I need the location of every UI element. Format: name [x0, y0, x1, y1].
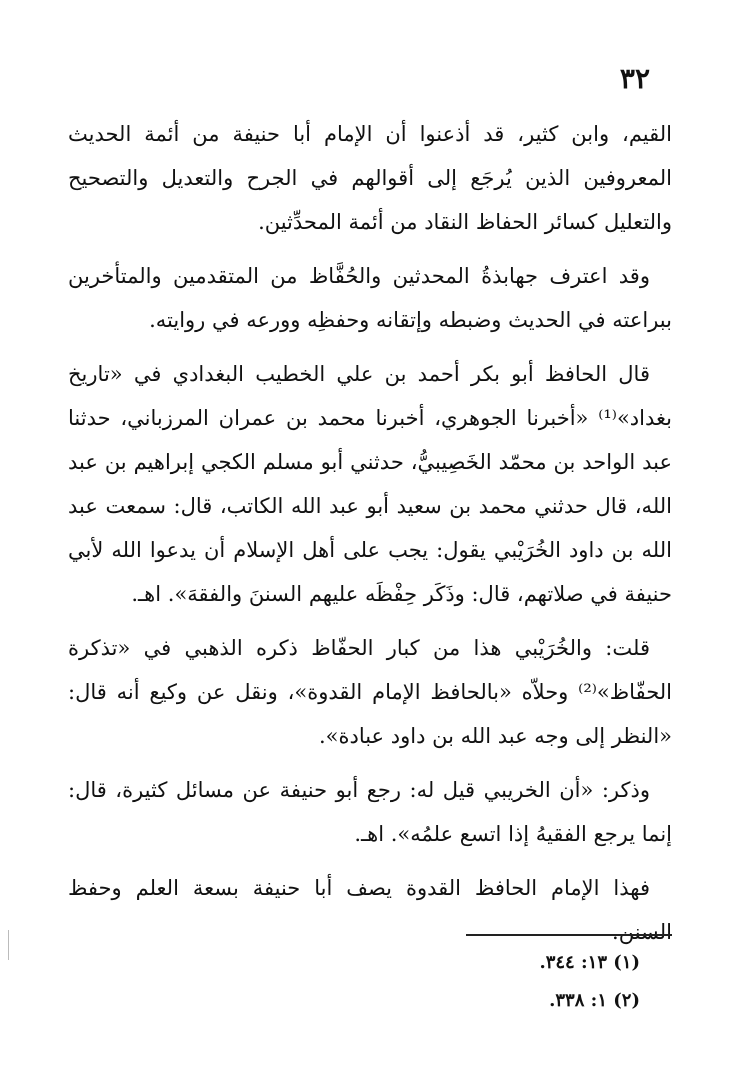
paragraph-6: فهذا الإمام الحافظ القدوة يصف أبا حنيفة بسعة العلم وحفظ السنن. [68, 876, 672, 944]
page-number: ٣٢ [619, 62, 650, 95]
main-text [68, 112, 672, 964]
footnote-2: (٢) ١: ٣٣٨. [549, 990, 640, 1011]
paragraph-1: القيم، وابن كثير، قد أذعنوا أن الإمام أبا حنيفة من أئمة الحديث المعروفين الذين يُرجَع إلى أقوالهم في الجرح والتعديل والتصحيح والتعليل كسائر الحفاظ النقاد من أئمة المحدِّثين. [68, 122, 672, 234]
paragraph-3: قال الحافظ أبو بكر أحمد بن علي الخطيب البغدادي في «تاريخ بغداد»⁽¹⁾ «أخبرنا الجوهري، أخبرنا محمد بن عمران المرزباني، حدثنا عبد الواحد بن محمّد الخَصِيبيُّ، حدثني أبو مسلم الكجي إبراهيم بن عبد الله، قال حدثني محمد بن سعيد أبو عبد الله الكاتب، قال: سمعت عبد الله بن داود الخُرَيْبي يقول: يجب على أهل الإسلام أن يدعوا الله لأبي حنيفة في صلاتهم، قال: وذَكَر حِفْظَه عليهم السننَ والفقهَ». اهـ. [68, 362, 672, 606]
paragraph-5: وذكر: «أن الخريبي قيل له: رجع أبو حنيفة عن مسائل كثيرة، قال: إنما يرجع الفقيهُ إذا اتسع علمُه». اهـ. [68, 778, 672, 846]
paragraph-2: وقد اعترف جهابذةُ المحدثين والحُفَّاظ من المتقدمين والمتأخرين ببراعته في الحديث وضبطه وإتقانه وحفظِه وورعه في روايته. [68, 264, 672, 332]
footnote-1: (١) ١٣: ٣٤٤. [539, 952, 640, 973]
paragraph-4: قلت: والخُرَيْبي هذا من كبار الحفّاظ ذكره الذهبي في «تذكرة الحفّاظ»⁽²⁾ وحلاّه «بالحافظ الإمام القدوة»، ونقل عن وكيع أنه قال: «النظر إلى وجه عبد الله بن داود عبادة». [68, 636, 672, 748]
footnotes [539, 944, 640, 1020]
footnote-divider [466, 934, 672, 936]
scan-edge-mark [8, 930, 9, 960]
